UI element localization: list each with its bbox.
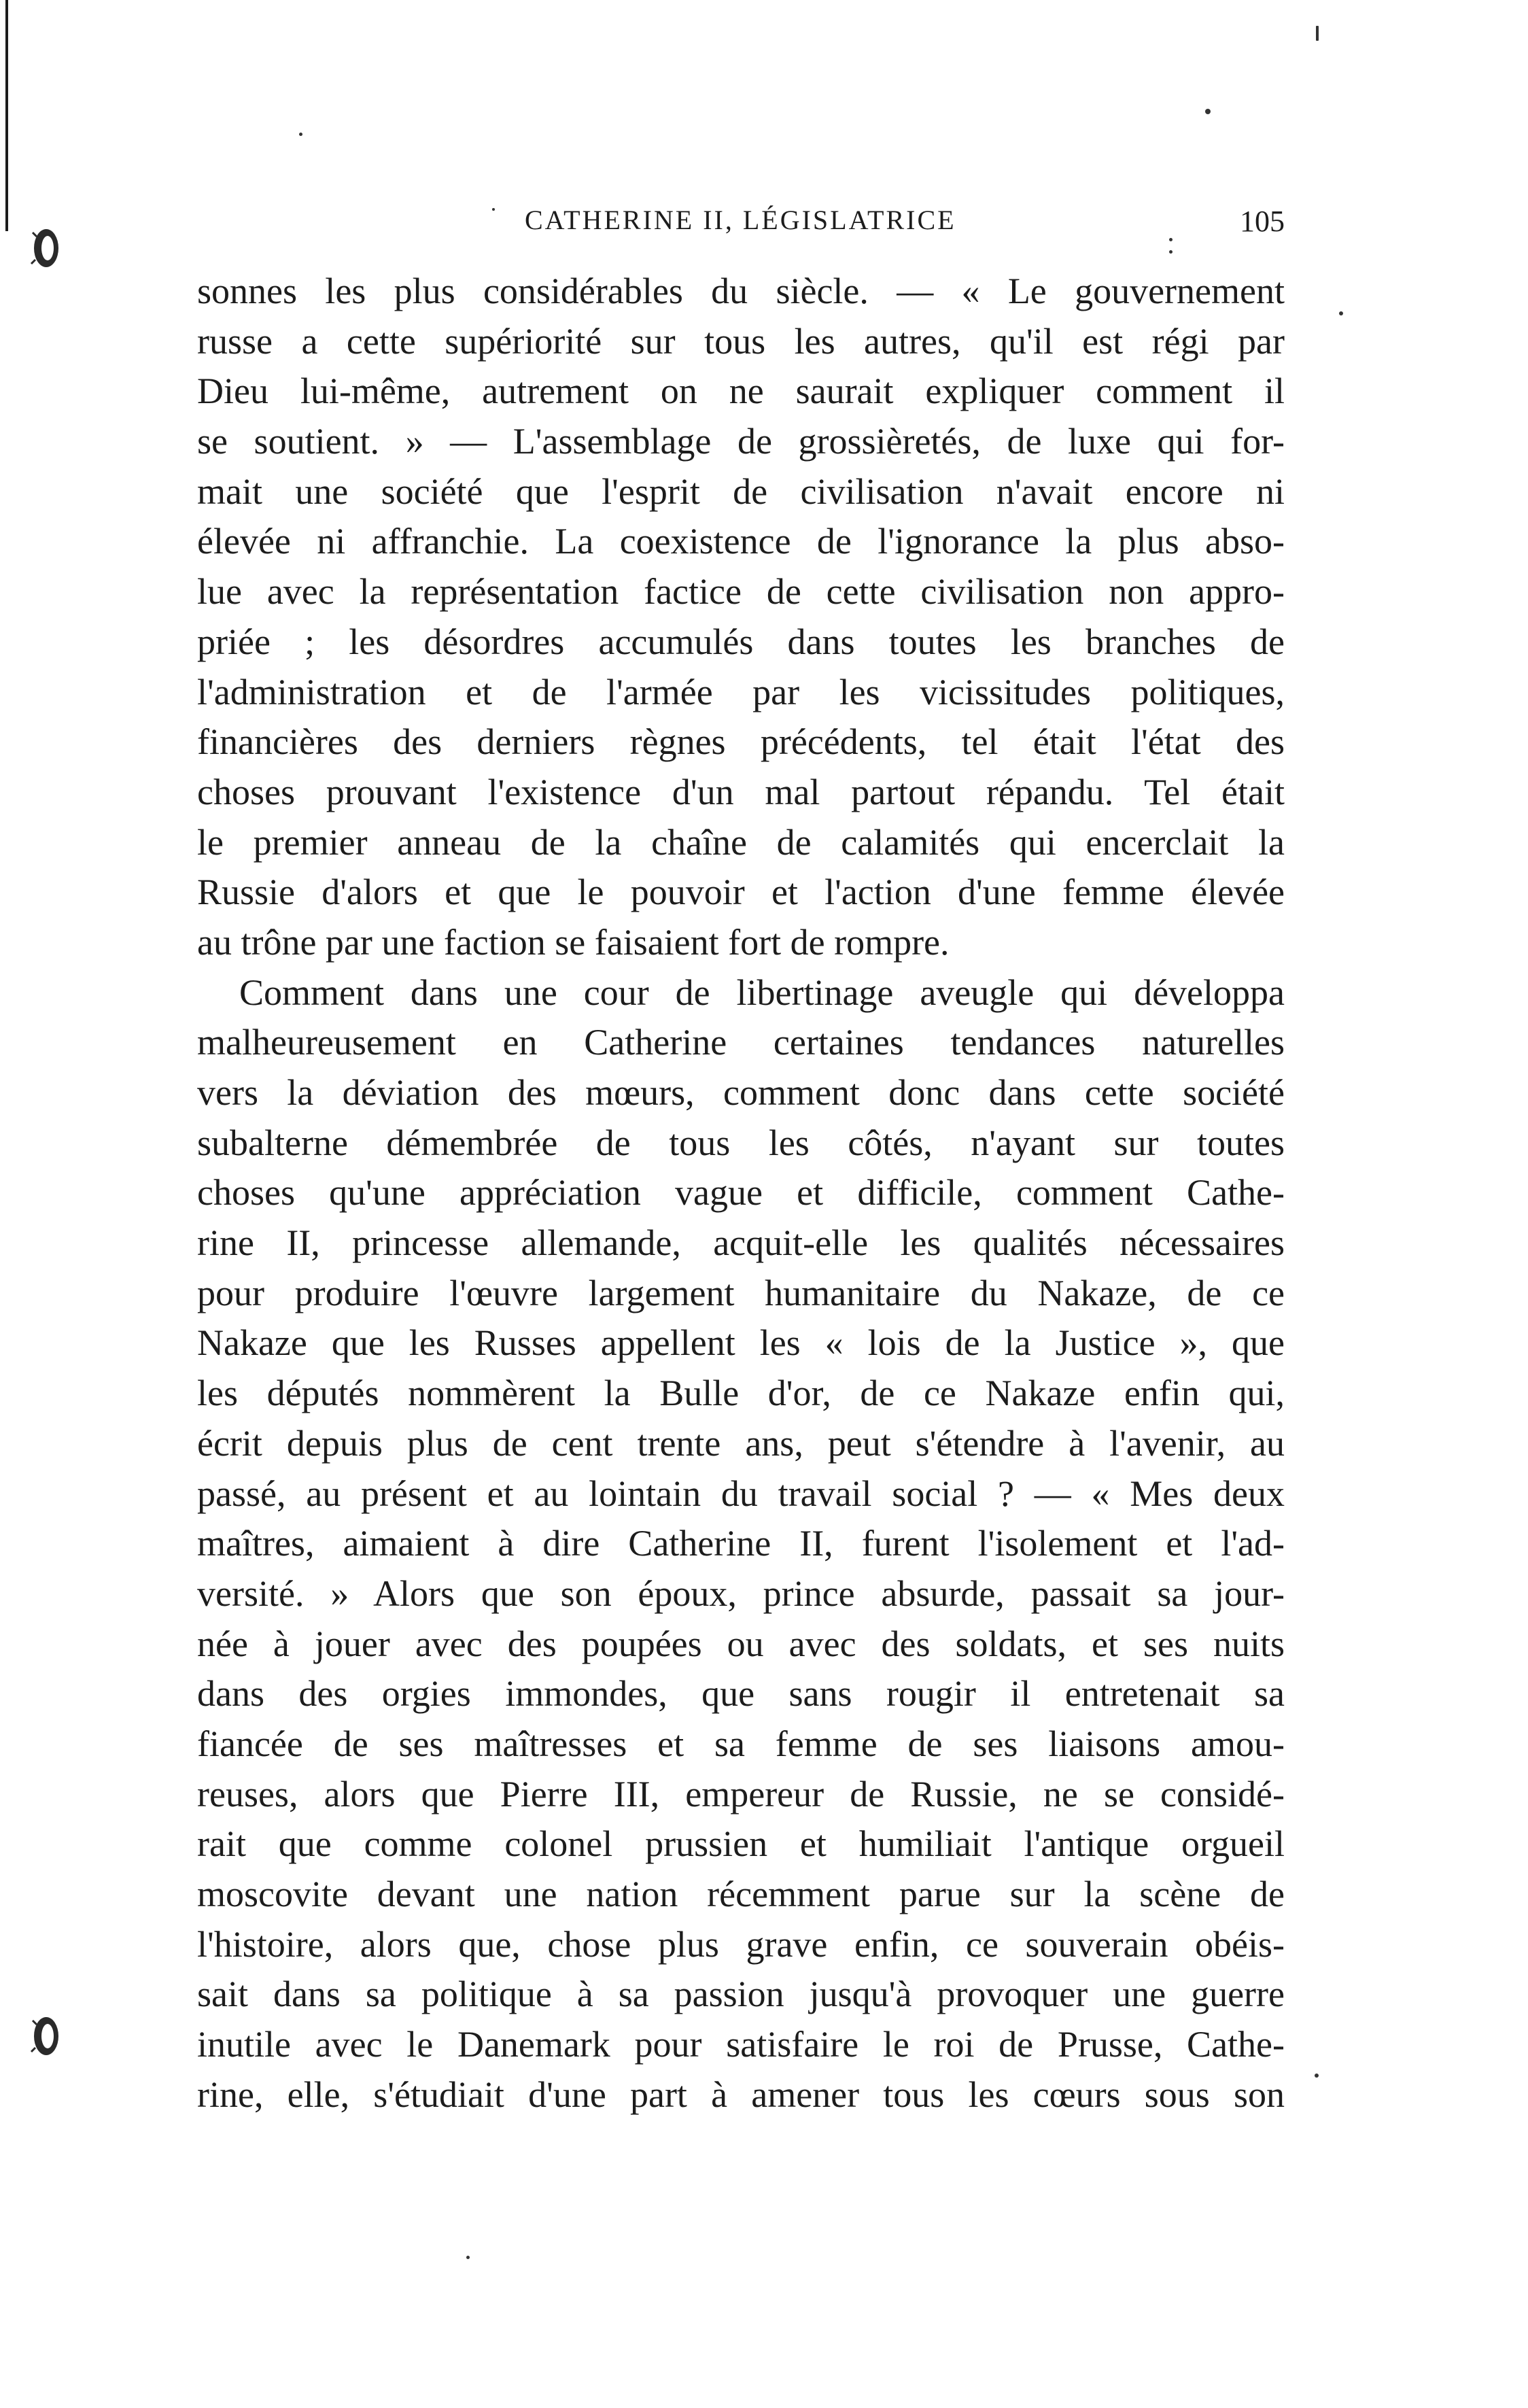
text-line: passé, au présent et au lointain du travail social ? — « Mes deux xyxy=(197,1473,1285,1514)
text-line: le premier anneau de la chaîne de calamités qui encerclait la xyxy=(197,821,1285,863)
scan-speck xyxy=(1316,26,1319,41)
text-line: fiancée de ses maîtresses et sa femme de ses liaisons amou- xyxy=(197,1723,1285,1764)
binding-hole-bottom-icon xyxy=(30,2012,60,2060)
text-line: Dieu lui-même, autrement on ne saurait expliquer comment il xyxy=(197,371,1285,412)
text-line: malheureusement en Catherine certaines tendances naturelles xyxy=(197,1022,1285,1063)
scan-speck xyxy=(1315,2074,1319,2078)
text-line: priée ; les désordres accumulés dans toutes les branches de xyxy=(197,621,1285,662)
text-line: écrit depuis plus de cent trente ans, peut s'étendre à l'avenir, au xyxy=(197,1422,1285,1464)
scan-speck xyxy=(299,133,302,136)
text-line: sonnes les plus considérables du siècle. — « Le gouvernement xyxy=(197,271,1285,311)
text-line: dans des orgies immondes, que sans rougir il entretenait sa xyxy=(197,1673,1285,1715)
running-head xyxy=(197,204,1285,245)
text-line: maîtres, aimaient à dire Catherine II, furent l'isolement et l'ad- xyxy=(197,1523,1285,1564)
text-line: née à jouer avec des poupées ou avec des soldats, et ses nuits xyxy=(197,1623,1285,1664)
text-line: lue avec la représentation factice de cette civilisation non appro- xyxy=(197,571,1285,613)
text-line: choses qu'une appréciation vague et difficile, comment Cathe- xyxy=(197,1172,1285,1214)
scan-speck xyxy=(1169,250,1173,254)
text-line: au trône par une faction se faisaient fort de rompre. xyxy=(197,921,950,963)
text-line: reuses, alors que Pierre III, empereur de Russie, ne se considé- xyxy=(197,1773,1285,1814)
paragraph-2 xyxy=(197,968,1285,2120)
text-line: rine, elle, s'étudiait d'une part à amener tous les cœurs sous son xyxy=(197,2074,1285,2115)
text-line: subalterne démembrée de tous les côtés, n'ayant sur toutes xyxy=(197,1122,1285,1163)
body-text xyxy=(197,266,1285,2120)
running-title: CATHERINE II, LÉGISLATRICE xyxy=(525,205,956,235)
text-line: Comment dans une cour de libertinage aveugle qui développa xyxy=(239,971,1285,1013)
text-line: choses prouvant l'existence d'un mal partout répandu. Tel était xyxy=(197,771,1285,812)
scan-speck xyxy=(1339,311,1343,315)
binding-hole-top-icon xyxy=(30,224,60,272)
text-line: Russie d'alors et que le pouvoir et l'action d'une femme élevée xyxy=(197,872,1285,913)
text-line: rait que comme colonel prussien et humiliait l'antique orgueil xyxy=(197,1823,1285,1865)
text-line: se soutient. » — L'assemblage de grossièretés, de luxe qui for- xyxy=(197,421,1285,462)
text-line: pour produire l'œuvre largement humanitaire du Nakaze, de ce xyxy=(197,1272,1285,1313)
page-number: 105 xyxy=(1240,205,1285,238)
text-line: l'histoire, alors que, chose plus grave enfin, ce souverain obéis- xyxy=(197,1923,1285,1965)
page-edge-line xyxy=(5,0,8,231)
scan-speck xyxy=(466,2256,470,2259)
paragraph-1 xyxy=(197,266,1285,968)
text-line: mait une société que l'esprit de civilisation n'avait encore ni xyxy=(197,470,1285,512)
text-line: sait dans sa politique à sa passion jusqu'à provoquer une guerre xyxy=(197,1974,1285,2015)
scan-speck xyxy=(1205,109,1211,114)
text-line: russe a cette supériorité sur tous les autres, qu'il est régi par xyxy=(197,320,1285,362)
text-line: vers la déviation des mœurs, comment donc dans cette société xyxy=(197,1072,1285,1113)
text-line: élevée ni affranchie. La coexistence de l'ignorance la plus abso- xyxy=(197,521,1285,562)
text-line: inutile avec le Danemark pour satisfaire le roi de Prusse, Cathe- xyxy=(197,2024,1285,2065)
text-line: financières des derniers règnes précédents, tel était l'état des xyxy=(197,721,1285,763)
text-line: moscovite devant une nation récemment parue sur la scène de xyxy=(197,1874,1285,1914)
text-line: Nakaze que les Russes appellent les « lois de la Justice », que xyxy=(197,1322,1285,1364)
text-line: l'administration et de l'armée par les vicissitudes politiques, xyxy=(197,671,1285,712)
text-line: les députés nommèrent la Bulle d'or, de ce Nakaze enfin qui, xyxy=(197,1373,1285,1414)
text-line: versité. » Alors que son époux, prince absurde, passait sa jour- xyxy=(197,1572,1285,1614)
text-line: rine II, princesse allemande, acquit-elle les qualités nécessaires xyxy=(197,1222,1285,1264)
